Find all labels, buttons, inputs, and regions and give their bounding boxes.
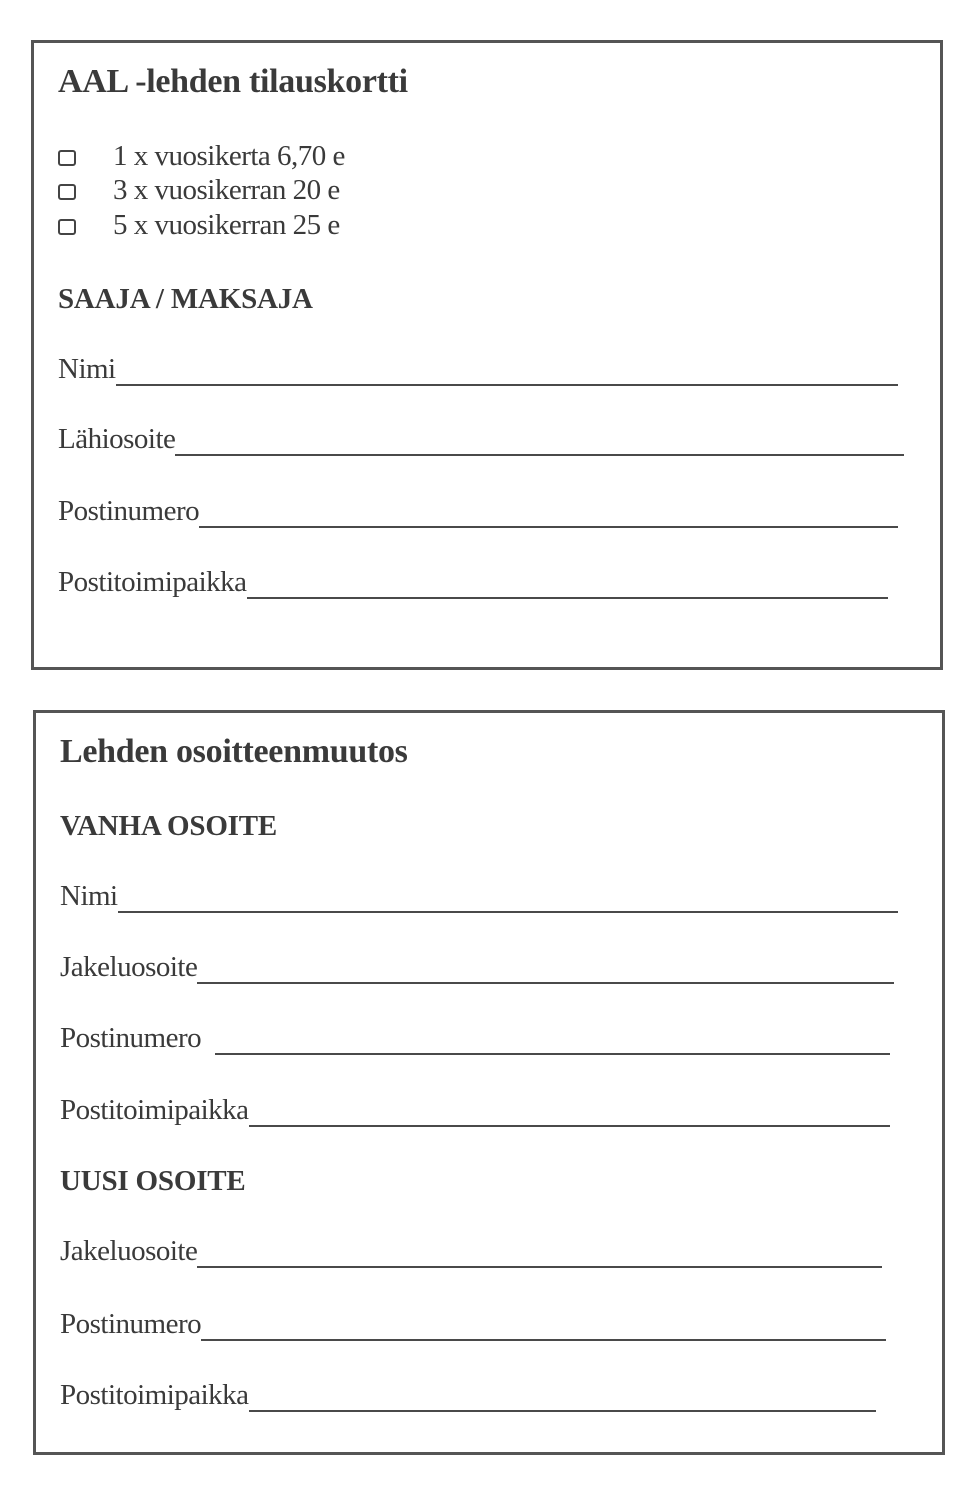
field-label: Nimi xyxy=(58,353,116,385)
old-postal-code-input-line[interactable] xyxy=(215,1053,890,1055)
subscription-card xyxy=(31,40,943,670)
street-address-input-line[interactable] xyxy=(175,454,904,456)
name-field[interactable] xyxy=(58,348,898,388)
new-postal-code-field[interactable] xyxy=(60,1303,886,1343)
postal-code-input-line[interactable] xyxy=(199,526,898,528)
old-name-input-line[interactable] xyxy=(118,911,898,913)
field-label: Postinumero xyxy=(58,495,200,527)
subscription-card-title: AAL -lehden tilauskortti xyxy=(58,63,408,100)
old-post-office-input-line[interactable] xyxy=(249,1125,890,1127)
option-5-years[interactable] xyxy=(58,209,558,243)
option-label: 5 x vuosikerran 25 e xyxy=(113,209,340,241)
old-delivery-address-field[interactable] xyxy=(60,946,894,986)
option-label: 3 x vuosikerran 20 e xyxy=(113,174,340,206)
option-label: 1 x vuosikerta 6,70 e xyxy=(113,140,345,172)
field-label: Postitoimipaikka xyxy=(60,1379,249,1411)
old-address-heading: VANHA OSOITE xyxy=(60,810,278,842)
checkbox-icon[interactable] xyxy=(58,150,76,166)
checkbox-icon[interactable] xyxy=(58,184,76,200)
name-input-line[interactable] xyxy=(116,384,898,386)
field-label: Nimi xyxy=(60,880,118,912)
new-post-office-field[interactable] xyxy=(60,1374,876,1414)
field-label: Jakeluosoite xyxy=(60,1235,198,1267)
new-post-office-input-line[interactable] xyxy=(249,1410,876,1412)
new-delivery-address-input-line[interactable] xyxy=(197,1266,882,1268)
post-office-field[interactable] xyxy=(58,561,888,601)
option-1-year[interactable] xyxy=(58,140,558,174)
post-office-input-line[interactable] xyxy=(247,597,888,599)
field-label: Postitoimipaikka xyxy=(60,1094,249,1126)
old-post-office-field[interactable] xyxy=(60,1089,890,1129)
checkbox-icon[interactable] xyxy=(58,219,76,235)
old-postal-code-field[interactable] xyxy=(60,1017,890,1057)
field-label: Postitoimipaikka xyxy=(58,566,247,598)
recipient-payer-heading: SAAJA / MAKSAJA xyxy=(58,283,313,315)
field-label: Lähiosoite xyxy=(58,423,176,455)
field-label: Postinumero xyxy=(60,1022,202,1054)
old-delivery-address-input-line[interactable] xyxy=(197,982,894,984)
address-change-card xyxy=(33,710,945,1455)
field-label: Postinumero xyxy=(60,1308,202,1340)
new-address-heading: UUSI OSOITE xyxy=(60,1165,246,1197)
postal-code-field[interactable] xyxy=(58,490,898,530)
new-postal-code-input-line[interactable] xyxy=(201,1339,886,1341)
street-address-field[interactable] xyxy=(58,418,904,458)
old-name-field[interactable] xyxy=(60,875,898,915)
option-3-years[interactable] xyxy=(58,174,558,208)
new-delivery-address-field[interactable] xyxy=(60,1230,882,1270)
address-change-card-title: Lehden osoitteenmuutos xyxy=(60,733,408,770)
field-label: Jakeluosoite xyxy=(60,951,198,983)
